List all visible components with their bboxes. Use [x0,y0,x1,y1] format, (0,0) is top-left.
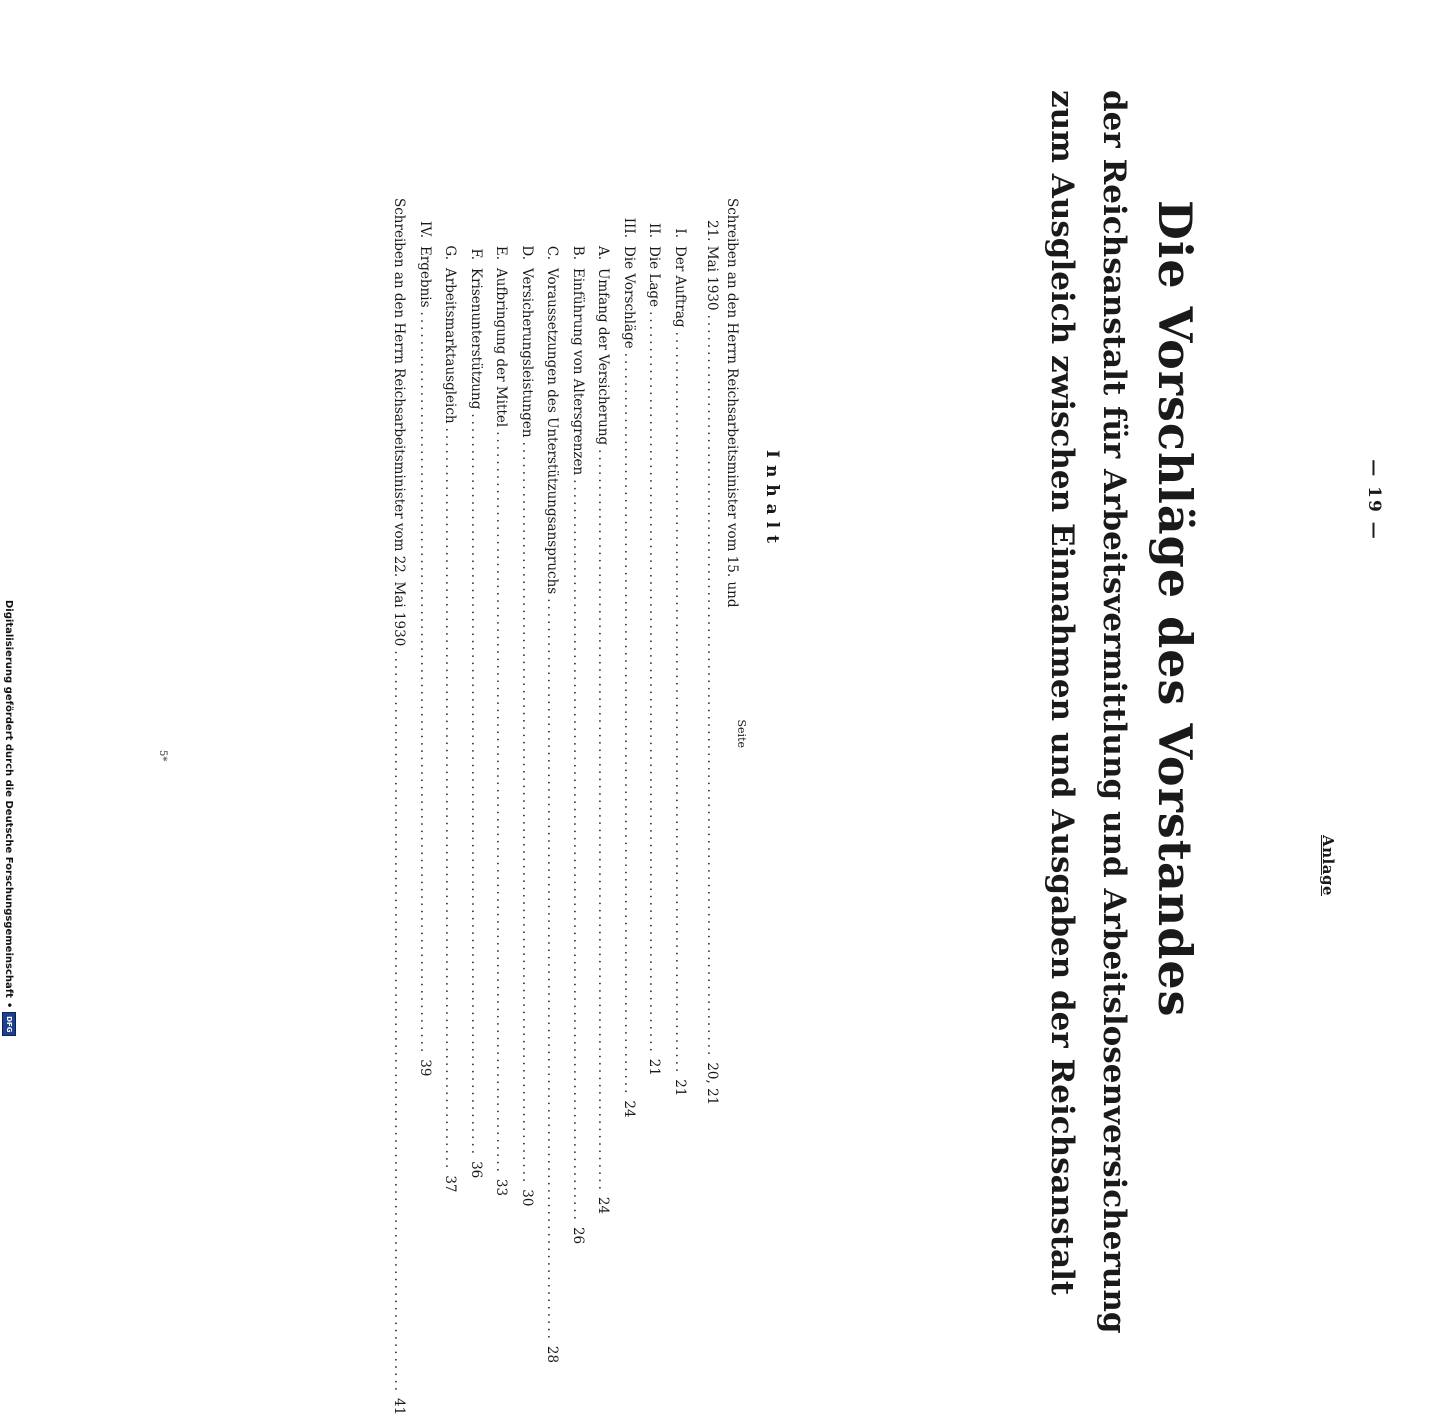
page-number: — 19 — [1364,459,1384,541]
toc-entry-page: 26 [570,1226,586,1245]
toc-entry-label: Einführung von Altersgrenzen [570,268,586,476]
toc-entry [437,198,463,1193]
toc-entry-number: C. [544,245,561,260]
toc-entry [590,198,616,1215]
toc-entry-label: Arbeitsmarktausgleich [442,268,459,424]
leader-dots: ...................................................................................................... [519,441,535,1186]
toc-entry-page: 36 [468,1161,484,1179]
toc-entry-label: Der Auftrag [672,246,688,328]
toc-entry [386,198,412,1415]
toc-entry-page: 39 [417,1059,433,1077]
toc-entry-label: Schreiben an den Herrn Reichsarbeitsminister vom 15. und [724,198,740,608]
toc-entry-number: I. [672,228,688,238]
toc-entry-label: 21. Mai 1930 [704,220,720,311]
toc-entry-number: E. [493,245,510,260]
toc-entry-page: 21 [646,1058,663,1076]
leader-dots: ...................................................................................................... [704,314,720,1059]
leader-dots: ...................................................................................................... [391,650,408,1395]
toc-entry-number: III. [621,217,637,238]
toc-entry [463,198,489,1179]
toc-entry-number: IV. [417,220,433,238]
toc-entry [565,198,591,1245]
toc-entry-label: Aufbringung der Mittel [493,268,510,428]
toc-entry-label: Voraussetzungen des Unterstützungsanspruchs [544,268,561,595]
toc-entry-page: 33 [493,1178,510,1197]
toc-entry-number: D. [519,245,535,260]
digitization-credit [2,600,16,1036]
leader-dots: ...................................................................................................... [621,352,637,1097]
signature-mark: 5* [157,750,168,762]
toc-entry-label: Versicherungsleistungen [519,268,535,438]
leader-dots: ...................................................................................................... [570,479,586,1223]
toc-entry [514,198,540,1207]
toc-entry-page: 37 [442,1175,459,1193]
toc-entry [692,198,740,1106]
subtitle-line-2: zum Ausgleich zwischen Einnahmen und Ausgaben der Reichsanstalt [1044,90,1080,1296]
separator-dot: • [3,1001,15,1009]
toc-entry-number: B. [570,245,586,260]
annex-label: Anlage [1319,835,1337,896]
leader-dots: ...................................................................................................... [646,311,663,1055]
leader-dots: ...................................................................................................... [595,449,612,1193]
toc-entry-label: Ergebnis [417,246,433,308]
document-title: Die Vorschläge des Vorstandes [1148,200,1202,1018]
toc-entry-page: 20, 21 [704,1062,720,1106]
leader-dots: ...................................................................................................... [468,413,484,1158]
toc-page-column-label: Seite [735,719,748,748]
leader-dots: ...................................................................................................... [544,598,561,1342]
leader-dots: ...................................................................................................... [493,431,510,1175]
toc-entry [667,198,693,1097]
toc-entry [616,198,642,1118]
toc-entry [641,198,667,1076]
leader-dots: ...................................................................................................... [417,311,433,1056]
leader-dots: ...................................................................................................... [672,331,688,1076]
toc-entry-page: 24 [621,1100,637,1118]
toc-entry-number: F. [468,248,484,260]
toc-entry-label: Die Lage [646,246,663,308]
leader-dots: ...................................................................................................... [442,427,459,1172]
toc-entry-number: G. [442,245,459,260]
toc-entry-number: A. [595,245,612,260]
toc-heading: Inhalt [762,450,782,550]
table-of-contents [386,198,740,1415]
toc-entry [488,198,514,1197]
toc-entry-label: Krisenunterstützung [468,268,484,410]
toc-entry-page: 41 [391,1398,408,1415]
toc-entry-page: 21 [672,1079,688,1097]
toc-entry [412,198,438,1077]
toc-entry-page: 30 [519,1189,535,1207]
toc-entry [539,198,565,1364]
toc-entry-page: 28 [544,1345,561,1364]
toc-entry-page: 24 [595,1196,612,1215]
digitization-credit-text: Digitalisierung gefördert durch die Deutsche Forschungsgemeinschaft [3,600,15,998]
toc-entry-number: II. [646,223,663,238]
toc-entry-label: Die Vorschläge [621,246,637,349]
toc-entry-label: Umfang der Versicherung [595,268,612,446]
toc-entry-label: Schreiben an den Herrn Reichsarbeitsminister vom 22. Mai 1930 [391,198,408,647]
dfg-logo-icon: DFG [2,1012,16,1036]
subtitle-line-1: der Reichsanstalt für Arbeitsvermittlung und Arbeitslosenversicherung [1096,90,1132,1334]
